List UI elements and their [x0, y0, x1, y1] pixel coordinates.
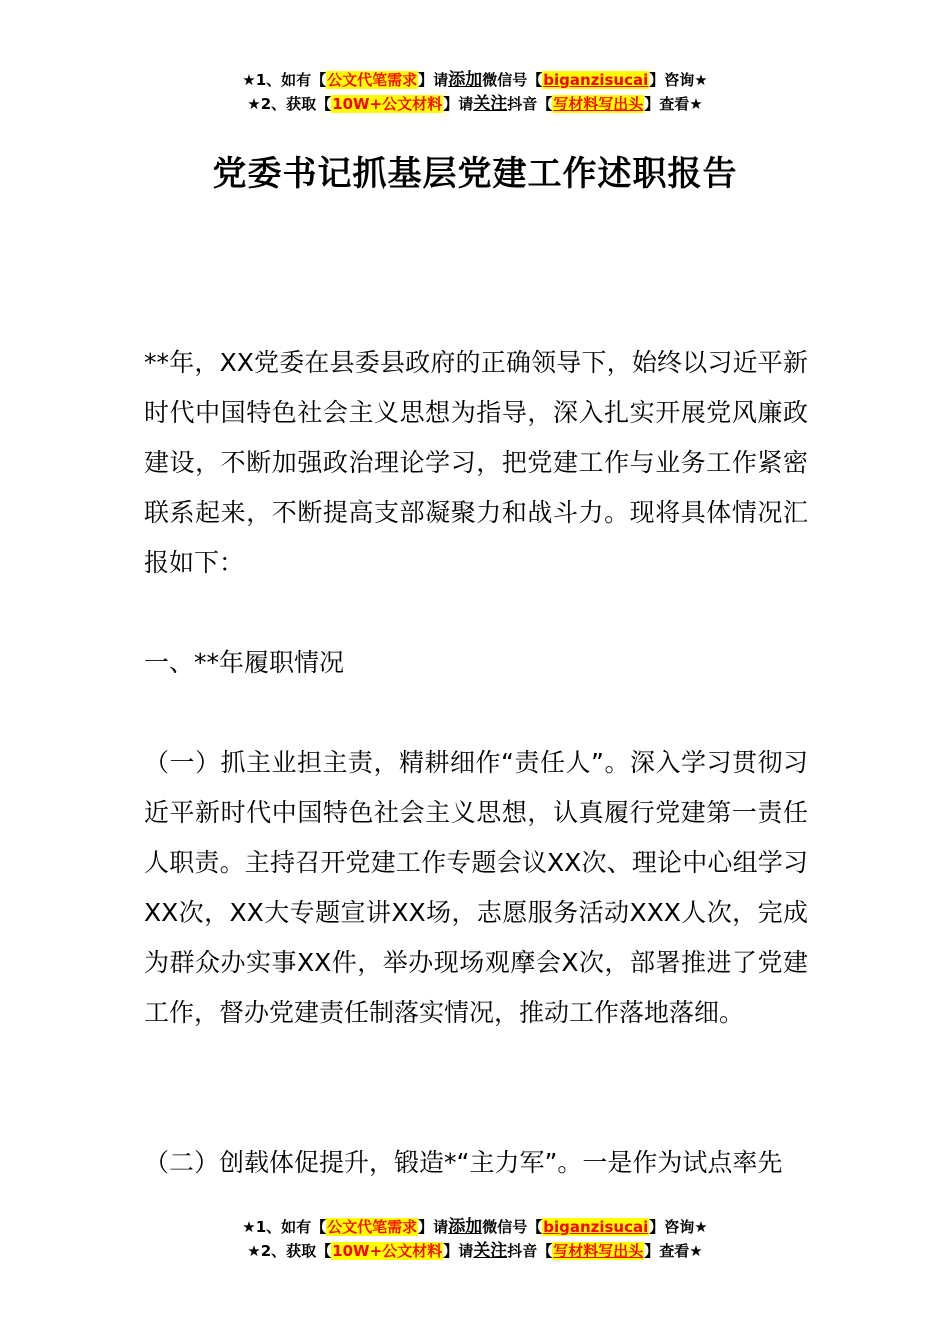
banner-text: 】请 [443, 1242, 474, 1260]
banner-text: ★2、获取【 [247, 95, 332, 113]
highlight-materials: 10W+公文材料 [332, 1242, 443, 1260]
douyin-account-link[interactable]: 写材料写出头 [553, 95, 644, 113]
banner-text: ★1、如有【 [242, 71, 327, 89]
wechat-id-link[interactable]: biganzisucai [543, 1218, 649, 1236]
banner-text: 】请 [418, 71, 449, 89]
banner-emphasis: 关注 [473, 94, 508, 114]
banner-text: 】查看★ [644, 1242, 703, 1260]
section-heading: 一、**年履职情况 [144, 648, 345, 677]
douyin-account-link[interactable]: 写材料写出头 [553, 1242, 644, 1260]
banner-line-2 [0, 92, 950, 116]
footer-banner [0, 1215, 950, 1263]
banner-line-1 [0, 68, 950, 92]
body-paragraph: （一）抓主业担主责，精耕细作“责任人”。深入学习贯彻习近平新时代中国特色社会主义思想，认真履行党建第一责任人职责。主持召开党建工作专题会议XX次、理论中心组学习XX次，XX大专题宣讲XX场，志愿服务活动XXX人次，完成为群众办实事XX件，举办现场观摩会X次，部署推进了党建工作，督办党建责任制落实情况，推动工作落地落细。 [144, 748, 808, 1027]
body-paragraph: （二）创载体促提升，锻造*“主力军”。一是作为试点率先 [144, 1148, 783, 1177]
banner-emphasis: 添加 [448, 1217, 483, 1237]
banner-text: 微信号【 [482, 1218, 543, 1236]
banner-emphasis: 添加 [448, 70, 483, 90]
banner-line-1 [0, 1215, 950, 1239]
banner-text: 】请 [418, 1218, 449, 1236]
banner-line-2 [0, 1239, 950, 1263]
banner-text: ★1、如有【 [242, 1218, 327, 1236]
banner-text: 】查看★ [644, 95, 703, 113]
highlight-service: 公文代笔需求 [327, 71, 418, 89]
banner-text: 抖音【 [507, 1242, 553, 1260]
highlight-service: 公文代笔需求 [327, 1218, 418, 1236]
banner-text: 】咨询★ [649, 71, 708, 89]
intro-paragraph: **年，XX党委在县委县政府的正确领导下，始终以习近平新时代中国特色社会主义思想为指导，深入扎实开展党风廉政建设，不断加强政治理论学习，把党建工作与业务工作紧密联系起来，不断提高支部凝聚力和战斗力。现将具体情况汇报如下： [144, 348, 808, 577]
wechat-id-link[interactable]: biganzisucai [543, 71, 649, 89]
banner-text: 抖音【 [507, 95, 553, 113]
banner-text: 微信号【 [482, 71, 543, 89]
header-banner [0, 68, 950, 116]
banner-emphasis: 关注 [473, 1241, 508, 1261]
banner-text: 】咨询★ [649, 1218, 708, 1236]
highlight-materials: 10W+公文材料 [332, 95, 443, 113]
banner-text: ★2、获取【 [247, 1242, 332, 1260]
banner-text: 】请 [443, 95, 474, 113]
document-title: 党委书记抓基层党建工作述职报告 [212, 154, 738, 194]
